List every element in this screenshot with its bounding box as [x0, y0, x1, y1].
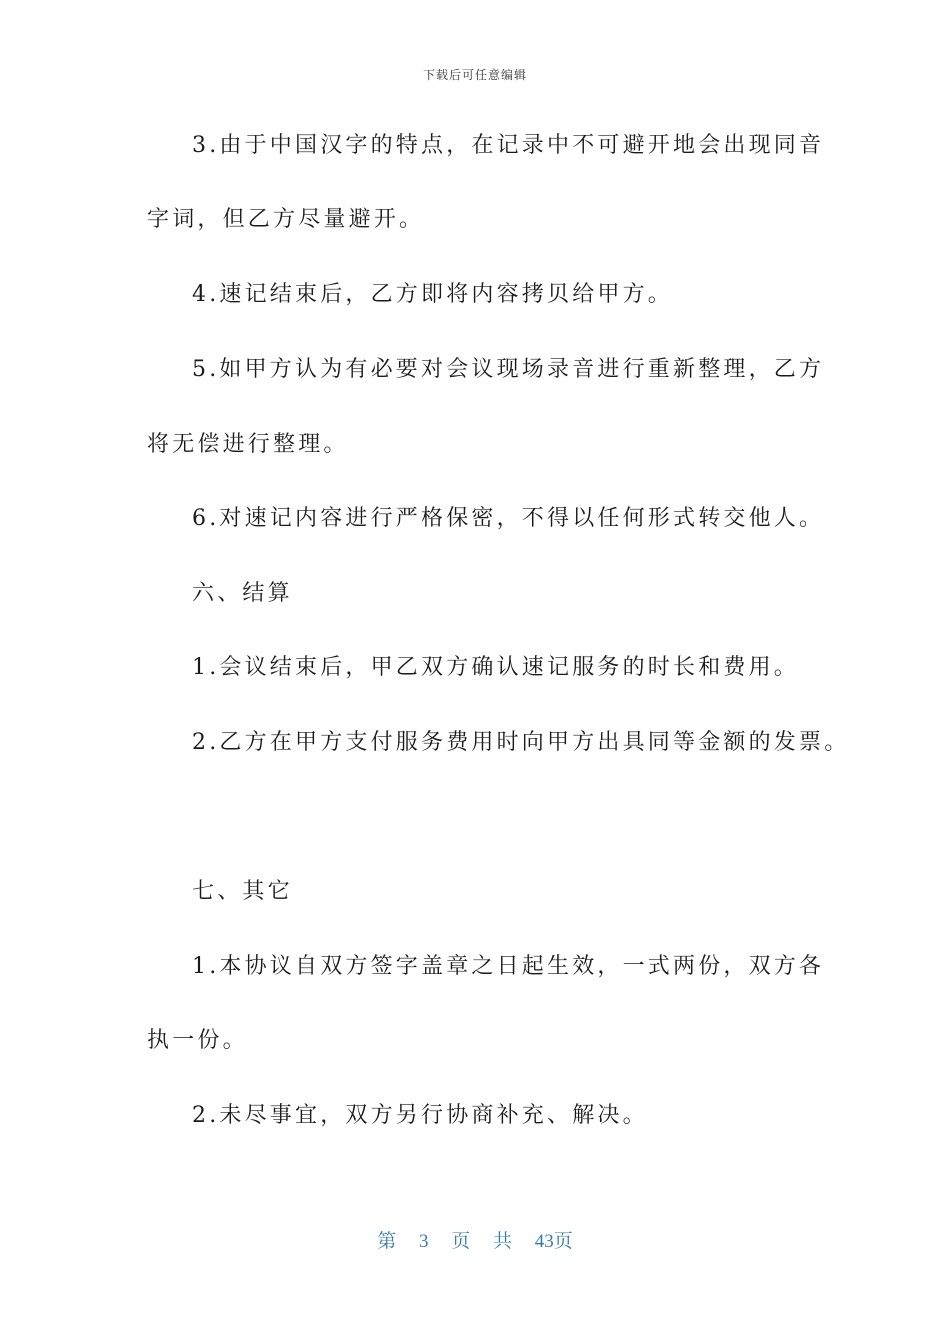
footer-label-di: 第 — [377, 1231, 397, 1252]
page-header-note: 下载后可任意编辑 — [422, 68, 527, 82]
footer-label-gong: 共 — [493, 1231, 513, 1252]
paragraph-line: 2.乙方在甲方支付服务费用时向甲方出具同等金额的发票。 — [192, 730, 850, 755]
footer-current-page: 3 — [418, 1231, 429, 1252]
paragraph-line: 字词，但乙方尽量避开。 — [147, 207, 425, 232]
paragraph-line: 1.会议结束后，甲乙双方确认速记服务的时长和费用。 — [192, 655, 799, 680]
section-heading: 七、其它 — [192, 879, 293, 904]
paragraph-line: 执一份。 — [147, 1028, 248, 1053]
section-heading: 六、结算 — [192, 581, 293, 606]
paragraph-line: 将无偿进行整理。 — [147, 432, 349, 457]
paragraph-line: 3.由于中国汉字的特点，在记录中不可避开地会出现同音 — [192, 133, 825, 158]
footer-label-ye: 页 — [451, 1231, 471, 1252]
paragraph-line: 2.未尽事宜，双方另行协商补充、解决。 — [192, 1103, 648, 1128]
paragraph-line: 1.本协议自双方签字盖章之日起生效，一式两份，双方各 — [192, 954, 825, 979]
page-footer — [0, 1226, 950, 1253]
paragraph-line: 5.如甲方认为有必要对会议现场录音进行重新整理，乙方 — [192, 357, 825, 382]
paragraph-line: 4.速记结束后，乙方即将内容拷贝给甲方。 — [192, 282, 673, 307]
paragraph-line: 6.对速记内容进行严格保密，不得以任何形式转交他人。 — [192, 506, 825, 531]
footer-total-pages: 43页 — [534, 1231, 573, 1252]
